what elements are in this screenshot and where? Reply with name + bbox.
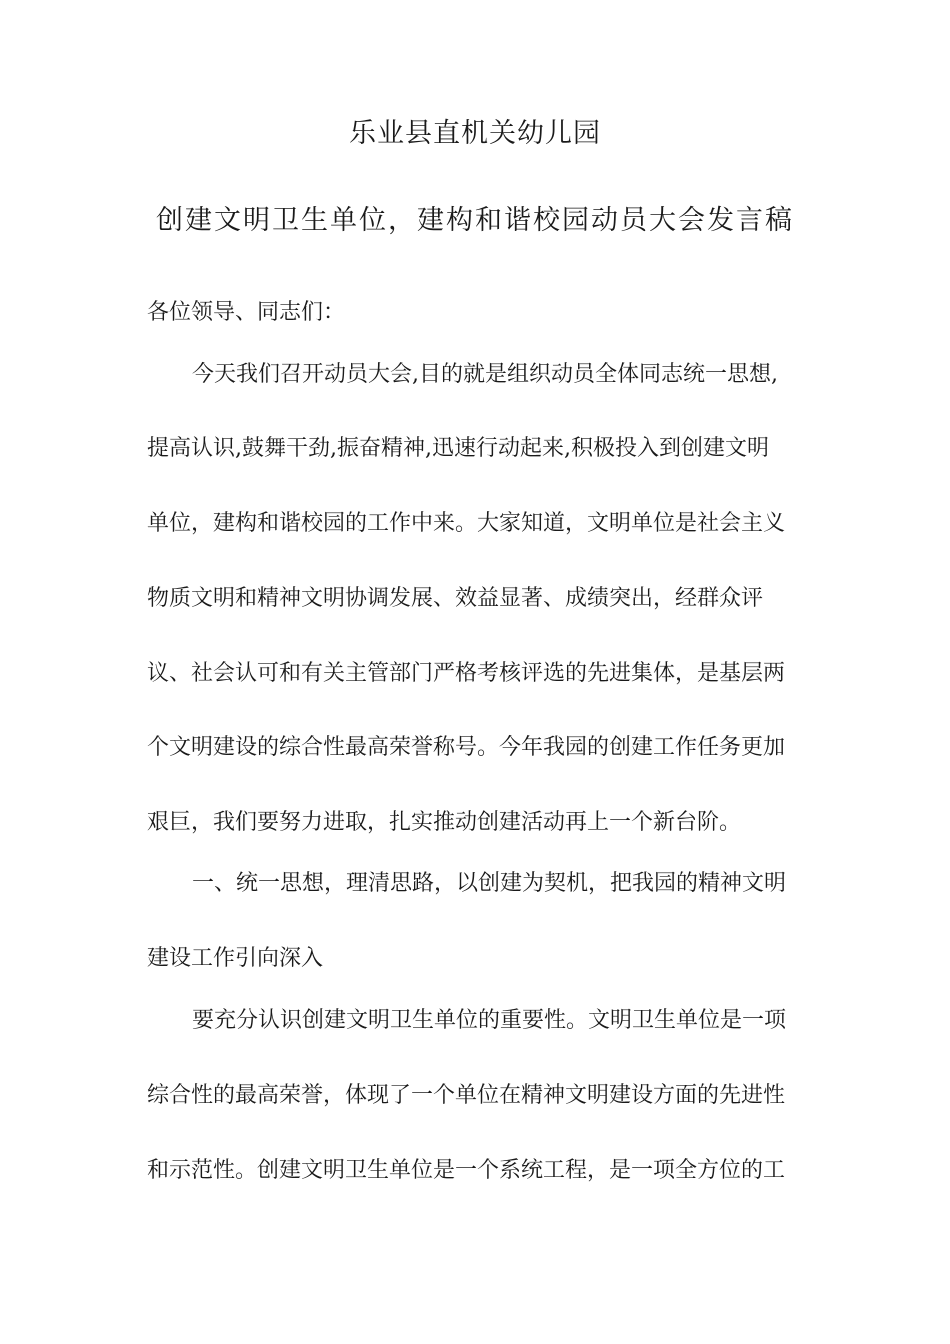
paragraph-line: 艰巨，我们要努力进取，扎实推动创建活动再上一个新台阶。 (147, 810, 742, 835)
paragraph-line: 和示范性。创建文明卫生单位是一个系统工程，是一项全方位的工 (147, 1158, 786, 1183)
paragraph-line: 单位，建构和谐校园的工作中来。大家知道，文明单位是社会主义 (147, 511, 786, 536)
paragraph-line: 综合性的最高荣誉，体现了一个单位在精神文明建设方面的先进性 (147, 1083, 786, 1108)
paragraph-line: 个文明建设的综合性最高荣誉称号。今年我园的创建工作任务更加 (147, 735, 786, 760)
document-subtitle: 创建文明卫生单位，建构和谐校园动员大会发言稿 (156, 205, 794, 236)
section-heading-line: 建设工作引向深入 (147, 946, 324, 971)
paragraph-line: 议、社会认可和有关主管部门严格考核评选的先进集体，是基层两 (147, 661, 786, 686)
document-title: 乐业县直机关幼儿园 (349, 118, 601, 149)
paragraph-line: 要充分认识创建文明卫生单位的重要性。文明卫生单位是一项 (192, 1008, 787, 1033)
paragraph-line: 今天我们召开动员大会,目的就是组织动员全体同志统一思想, (192, 362, 778, 387)
salutation: 各位领导、同志们： (147, 300, 346, 325)
paragraph-line: 物质文明和精神文明协调发展、效益显著、成绩突出，经群众评 (147, 586, 764, 611)
section-heading-line: 一、统一思想，理清思路，以创建为契机，把我园的精神文明 (192, 871, 787, 896)
paragraph-line: 提高认识,鼓舞干劲,振奋精神,迅速行动起来,积极投入到创建文明 (147, 436, 769, 461)
